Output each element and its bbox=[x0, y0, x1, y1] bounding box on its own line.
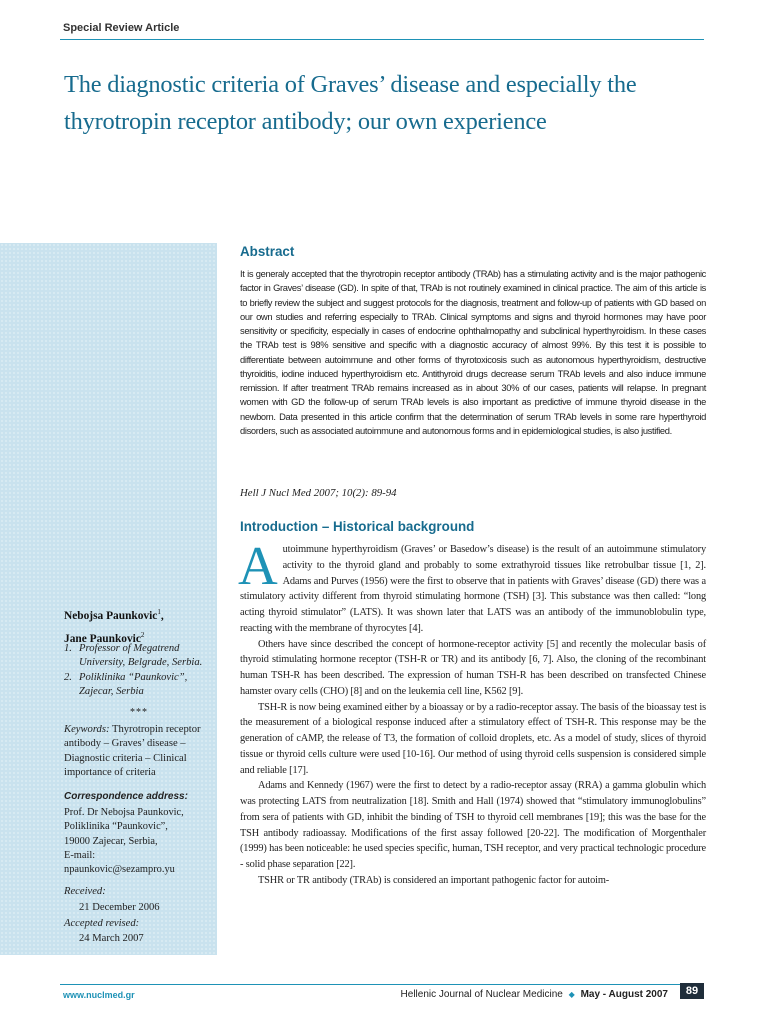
footer-url[interactable]: www.nuclmed.gr bbox=[63, 990, 135, 1000]
correspondence-heading: Correspondence address: bbox=[64, 791, 188, 802]
body-paragraph: Adams and Kennedy (1967) were the first to detect by a radio-receptor assay (RRA) a gamma globulin which was protecting LATS from neutralization [18]. Smith and Hall (1974) showed that “stimulatory immunoglobulins” from sera of patients with GD, inhibit the binding of TSH to thyroid cell membranes [19]; this was the base for the TSH antibody radioassay. Modifications of the first assay followed [20-22]. The modification of Morgenthaler (1999) has been noticeable: he used species specific, human, TSH receptor, and very practical technologic procedure - solid phase separation [22]. bbox=[240, 780, 706, 870]
author-list: Nebojsa Paunkovic$^1$, Jane Paunkovic$^2$ bbox=[64, 608, 164, 645]
keywords-text: Thyrotropin receptor antibody – Graves’ disease – Diagnostic criteria – Clinical importance of criteria bbox=[64, 724, 201, 778]
accepted-date: 24 March 2007 bbox=[79, 933, 144, 945]
submission-dates bbox=[64, 884, 214, 947]
diamond-icon: ◆ bbox=[568, 990, 575, 999]
header-rule bbox=[60, 39, 704, 40]
received-label: Received: bbox=[64, 886, 106, 897]
affiliation-text: Professor of Megatrend University, Belgrade, Serbia. bbox=[79, 643, 203, 669]
affiliation-item bbox=[64, 671, 214, 700]
body-paragraph: Others have since described the concept of hormone-receptor activity [5] and recently the molecular basis of thyroid stimulating hormone receptor (TSH-R or TR) and its antibody [6, 7]. Also, the cloning of the recombinant human TSH-R has been described. The expression of human TSH-R has been described on transfected Chinese hamster ovary cells (CHO) [8] and on the leukemia cell line, K562 [9]. bbox=[240, 638, 706, 697]
page-number: 89 bbox=[680, 983, 704, 999]
correspondence-email[interactable]: npaunkovic@sezampro.yu bbox=[64, 864, 175, 876]
intro-heading: Introduction – Historical background bbox=[240, 519, 475, 534]
keywords-block bbox=[64, 723, 214, 780]
article-title: The diagnostic criteria of Graves’ disease and especially the thyrotropin receptor antibody; our own experience bbox=[64, 71, 637, 135]
section-label: Special Review Article bbox=[63, 22, 180, 34]
correspondence-line: 19000 Zajecar, Serbia, bbox=[64, 835, 158, 847]
author-sup: 2 bbox=[140, 630, 145, 639]
received-date: 21 December 2006 bbox=[79, 901, 160, 913]
affiliation-number: 1. bbox=[64, 643, 72, 654]
paragraph-text: utoimmune hyperthyroidism (Graves’ or Basedow’s disease) is the result of an autoimmune stimulatory activity to the thyroid gland and probably to some extrathyroid tissues like retrobulbar tissue [1, 2]. Adams and Purves (1956) were the first to observe that in patients with Graves’ disease (GD) there was a stimulatory activity different from thyroid stimulating hormone (TSH) [3]. This substance was then called: “long acting thyroid stimulator” (LATS). It was shown later that LATS was an antibody of the immunoblobulin type, reacting with the membrane of thyrocytes [4]. bbox=[240, 544, 706, 634]
affiliation-item bbox=[64, 642, 214, 671]
intro-body bbox=[238, 535, 706, 889]
keywords-label: Keywords: bbox=[64, 724, 110, 735]
drop-cap: A bbox=[238, 535, 278, 596]
footer-journal bbox=[401, 989, 668, 1000]
body-paragraph: TSH-R is now being examined either by a bioassay or by a radio-receptor assay. The basis of the bioassay test is the measurement of a biological response induced after a stimulatory effect of TSH-R. This response may be the generation of cAMP, the release of T3, the formation of colloid droplets, etc. As a model of study, slices of thyroid tissue or thyroid cells culture were used [10-16]. Our method of using thyroid cells suspension is considered simple and reliable [17]. bbox=[240, 701, 706, 776]
journal-name: Hellenic Journal of Nuclear Medicine bbox=[400, 989, 563, 1000]
correspondence-line: Prof. Dr Nebojsa Paunkovic, bbox=[64, 807, 184, 818]
body-paragraph: TSHR or TR antibody (TRAb) is considered an important pathogenic factor for autoim- bbox=[258, 874, 610, 886]
correspondence-address bbox=[64, 806, 214, 877]
affiliation-list bbox=[64, 642, 214, 699]
body-paragraph bbox=[238, 535, 706, 637]
author-name: Nebojsa Paunkovic bbox=[64, 609, 158, 622]
footer-rule bbox=[60, 984, 704, 985]
author-sup: 1 bbox=[157, 608, 161, 616]
separator-stars: *** bbox=[130, 707, 148, 718]
journal-citation: Hell J Nucl Med 2007; 10(2): 89-94 bbox=[240, 487, 397, 499]
affiliation-number: 2. bbox=[64, 671, 72, 683]
correspondence-line: E-mail: bbox=[64, 849, 96, 861]
affiliation-text: Poliklinika “Paunkovic”, Zajecar, Serbia bbox=[79, 671, 188, 697]
journal-issue: May - August 2007 bbox=[580, 989, 668, 1000]
correspondence-line: Poliklinika “Paunkovic”, bbox=[64, 821, 168, 833]
accepted-label: Accepted revised: bbox=[64, 917, 140, 929]
abstract-heading: Abstract bbox=[240, 244, 295, 259]
abstract-text: It is generaly accepted that the thyrotropin receptor antibody (TRAb) has a stimulating activity and is the major pathogenic factor in Graves’ disease (GD). In spite of that, TRAb is not routinely examined in clinical practice. The aim of this article is to briefly review the subject and suggest protocols for the diagnosis, treatment and follow-up of patients with GD based on our own studies and referring especially to TRAb. Clinical symptoms and signs and thyroid hormones may have poor sensitivity or specificity, especially in cases of endocrine ophthalmopathy and subclinical hyperthyroidism. In these cases the TRAb test is 98% sensitive and specific with a diagnostic accuracy of almost 99%. By this test it is possible to differentiate between autoimmune and other forms of thyrotoxicosis such as autonomous hyperthyroidism, destructive thyroiditis, iodine induced hyperthyroidism etc. Antithyroid drugs decrease serum TRAb levels and also induce immune remission. If after treatment TRAb remains increased as in about 30% of our cases, patients will relapse. In pregnant women with GD the follow-up of serum TRAb levels is also important as predictive of immune thyroid disease in the newborn. Data presented in this article confirm that the determination of serum TRAb levels in some rare hyperthyroid disorders, such as associated autoimmune and autonomous forms and in epidemiological studies, is also justified. bbox=[240, 269, 706, 436]
author-name: Jane Paunkovic bbox=[64, 632, 141, 645]
